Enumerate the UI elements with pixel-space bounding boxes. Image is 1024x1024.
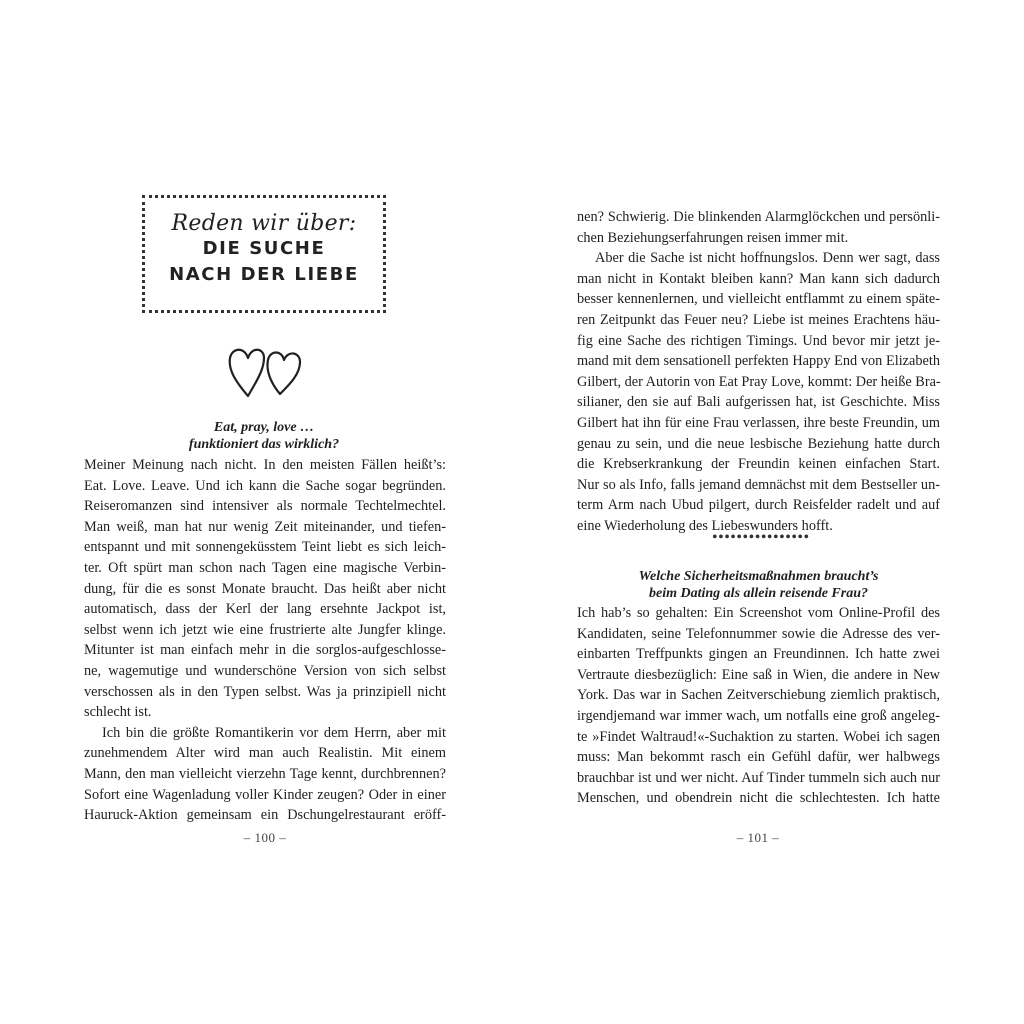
text-line: Mann, den man vielleicht vierzehn Tage kennt, durchbrennen? (84, 765, 446, 782)
text-line: einbarten Treffpunkts gingen an Freundinnen. Ich hatte zwei (577, 646, 940, 663)
text-line: Vertraute diesbezüglich: Eine saß in Wien, die andere in New (577, 666, 940, 683)
text-line: brauchbar ist und wer nicht. Auf Tinder tummeln sich auch nur (577, 769, 940, 786)
right-page (512, 0, 1024, 1024)
text-line: schlecht ist. (84, 704, 152, 721)
text-line: Sofort eine Wagenladung voller Kinder zeugen? Oder in einer (84, 786, 446, 803)
hearts-icon (226, 342, 306, 402)
text-line: die Krebserkrankung der Freundin keinen einfachen Start. (577, 456, 940, 473)
paragraph (577, 248, 940, 536)
text-line: man nicht in Kontakt bleiben kann? Man kann sich dadurch (577, 270, 940, 287)
title-line-2: NACH DER LIEBE (169, 264, 359, 285)
text-line: dung, für die es sonst Monate braucht. Das heißt aber nicht (84, 580, 446, 597)
section-divider: •••••••••••••••• (712, 529, 810, 546)
text-line: ter. Oft spürt man schon nach Tagen eine magische Verbin- (84, 559, 446, 576)
text-line: zunehmendem Alter wird man auch Realistin. Mit einem (84, 745, 446, 762)
heading-line-2: funktioniert das wirklich? (188, 437, 340, 452)
text-line: ne, wagemutige und wunderschöne Version von sich selbst (84, 662, 446, 679)
section-heading (84, 419, 444, 453)
text-line: Mitunter ist man einfach mehr in die sorglos-aufgeschlosse- (84, 642, 446, 659)
text-line: Ich hab’s so gehalten: Ein Screenshot vom Online-Profil des (577, 605, 940, 621)
text-line: besser kennenlernen, und vielleicht entflammt zu einem späte- (577, 291, 940, 308)
section-heading (577, 568, 940, 602)
text-line: Eat. Love. Leave. Und ich kann die Sache sogar begründen. (84, 477, 446, 494)
text-line: Aber die Sache ist nicht hoffnungslos. Denn wer sagt, dass (595, 250, 940, 267)
heading-line-2: beim Dating als allein reisende Frau? (649, 586, 868, 601)
text-line: silianer, den sie auf Bali aufgerissen hat, ist Geschichte. Miss (577, 394, 940, 411)
body-text-left (84, 455, 446, 826)
text-line: fig eine Sache des richtigen Timings. Und bevor mir jetzt je- (577, 332, 940, 349)
text-line: nen? Schwierig. Die blinkenden Alarmglöckchen und persönli- (577, 209, 940, 225)
text-line: Menschen, und obendrein nicht die schlechtesten. Ich hatte (577, 790, 940, 807)
text-line: ren Zeitpunkt das Feuer neu? Liebe ist meines Erachtens häu- (577, 311, 940, 328)
title-script: Reden wir über: (171, 211, 357, 236)
paragraph (577, 603, 940, 809)
text-line: mand mit dem sensationell perfekten Happy End von Elizabeth (577, 353, 940, 370)
text-line: Gilbert, der Autorin von Eat Pray Love, kommt: Der heiße Bra- (577, 373, 941, 390)
paragraph (84, 455, 446, 723)
paragraph (577, 207, 940, 248)
text-line: Meiner Meinung nach nicht. In den meisten Fällen heißt’s: (84, 457, 446, 473)
text-line: Hauruck-Aktion gemeinsam ein Dschungelrestaurant eröff- (84, 807, 446, 824)
text-line: Man weiß, man hat nur wenig Zeit miteinander, und tiefen- (84, 518, 446, 535)
text-line: muss: Man bekommt rasch ein Gefühl dafür, wer halbwegs (577, 749, 940, 766)
body-text-right-bottom (577, 603, 940, 809)
paragraph (84, 723, 446, 826)
text-line: verschossen als in den Typen selbst. Was ja prinzipiell nicht (84, 683, 446, 700)
heading-line-1: Welche Sicherheitsmaßnahmen braucht’s (638, 569, 879, 584)
text-line: Gilbert hat ihn für eine Frau verlassen, ihre beste Freundin, um (577, 414, 940, 431)
text-line: Ich bin die größte Romantikerin vor dem Herrn, aber mit (102, 724, 446, 741)
text-line: automatisch, dass der Kerl der lang ersehnte Jackpot ist, (84, 601, 446, 618)
text-line: York. Das war in Sachen Zeitverschiebung ziemlich praktisch, (577, 687, 940, 704)
heading-line-1: Eat, pray, love … (213, 420, 315, 435)
title-line-1: DIE SUCHE (202, 238, 326, 259)
text-line: term Arm nach Ubud pilgert, durch Reisfelder radelt und auf (577, 497, 940, 514)
text-line: selbst wenn ich jetzt wie eine frustrierte alte Jungfer klinge. (84, 621, 446, 638)
text-line: Kandidaten, seine Telefonnummer sowie die Adresse des ver- (577, 625, 940, 642)
text-line: te »Findet Waltraud!«-Suchaktion zu starten. Wobei ich sagen (577, 728, 940, 745)
page-number-right: – 101 – (736, 830, 780, 845)
chapter-title-box (142, 195, 386, 313)
text-line: entspannt und mit sonnengeküsstem Teint liebt es sich leich- (84, 539, 446, 556)
text-line: eine Wiederholung des Liebeswunders hofft. (577, 517, 833, 534)
body-text-right-top (577, 207, 940, 537)
text-line: irgendjemand war immer wach, um notfalls eine groß angeleg- (577, 707, 940, 724)
text-line: genau zu sein, und die neue lesbische Beziehung hatte durch (577, 435, 940, 452)
text-line: chen Beziehungserfahrungen reisen immer mit. (577, 229, 849, 246)
page-number-left: – 100 – (243, 830, 287, 845)
text-line: Nur so als Info, falls jemand demnächst mit dem Bestseller un- (577, 476, 940, 493)
text-line: Reiseromanzen sind intensiver als normale Techtelmechtel. (84, 498, 446, 515)
